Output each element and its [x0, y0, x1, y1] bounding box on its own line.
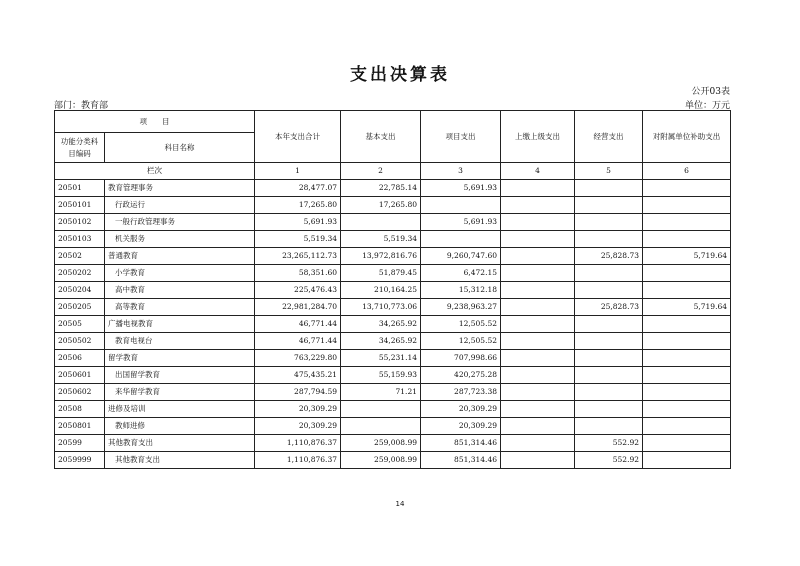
table-row — [55, 350, 731, 367]
row-value — [643, 384, 731, 401]
row-value: 259,008.99 — [341, 452, 421, 469]
row-value: 17,265.80 — [341, 197, 421, 214]
row-name: 一般行政管理事务 — [105, 214, 255, 231]
row-value — [501, 299, 575, 316]
row-value: 5,719.64 — [643, 248, 731, 265]
expenditure-table — [54, 110, 731, 469]
row-name: 行政运行 — [105, 197, 255, 214]
row-value — [501, 316, 575, 333]
row-value — [575, 265, 643, 282]
row-value — [501, 367, 575, 384]
table-row — [55, 333, 731, 350]
row-value — [501, 418, 575, 435]
row-value — [643, 316, 731, 333]
row-value — [341, 214, 421, 231]
row-code: 20502 — [55, 248, 105, 265]
row-value: 15,312.18 — [421, 282, 501, 299]
row-value — [575, 384, 643, 401]
row-value: 287,794.59 — [255, 384, 341, 401]
row-value: 225,476.43 — [255, 282, 341, 299]
row-value — [575, 418, 643, 435]
row-value: 9,238,963.27 — [421, 299, 501, 316]
table-row — [55, 316, 731, 333]
table-row — [55, 384, 731, 401]
row-value — [501, 384, 575, 401]
row-value: 55,231.14 — [341, 350, 421, 367]
row-value: 12,505.52 — [421, 316, 501, 333]
row-value — [501, 401, 575, 418]
table-row — [55, 180, 731, 197]
row-name: 教育管理事务 — [105, 180, 255, 197]
row-value: 22,785.14 — [341, 180, 421, 197]
row-value — [643, 214, 731, 231]
row-code: 2050202 — [55, 265, 105, 282]
col-num: 5 — [575, 163, 643, 180]
header-row-label: 栏次 — [55, 163, 255, 180]
row-name: 进修及培训 — [105, 401, 255, 418]
row-value — [643, 333, 731, 350]
row-code: 2050101 — [55, 197, 105, 214]
row-code: 20508 — [55, 401, 105, 418]
row-value: 707,998.66 — [421, 350, 501, 367]
row-value — [341, 418, 421, 435]
row-value: 763,229.80 — [255, 350, 341, 367]
row-value: 259,008.99 — [341, 435, 421, 452]
row-code: 2050103 — [55, 231, 105, 248]
row-value — [501, 231, 575, 248]
row-value — [643, 265, 731, 282]
row-value — [501, 452, 575, 469]
row-value: 20,309.29 — [421, 401, 501, 418]
row-value: 475,435.21 — [255, 367, 341, 384]
row-code: 2050601 — [55, 367, 105, 384]
row-value — [643, 231, 731, 248]
row-value: 13,710,773.06 — [341, 299, 421, 316]
row-value — [643, 180, 731, 197]
row-value: 5,691.93 — [255, 214, 341, 231]
row-value — [575, 350, 643, 367]
row-value: 34,265.92 — [341, 333, 421, 350]
col-num: 4 — [501, 163, 575, 180]
row-value: 20,309.29 — [255, 418, 341, 435]
row-code: 2050205 — [55, 299, 105, 316]
table-row — [55, 418, 731, 435]
col-num: 3 — [421, 163, 501, 180]
row-value: 20,309.29 — [255, 401, 341, 418]
row-value: 46,771.44 — [255, 333, 341, 350]
row-value — [643, 367, 731, 384]
department-label: 部门：教育部 — [54, 101, 109, 111]
row-value — [501, 248, 575, 265]
header-col-6: 对附属单位补助支出 — [643, 111, 731, 163]
row-value — [643, 401, 731, 418]
row-code: 2059999 — [55, 452, 105, 469]
row-value — [643, 282, 731, 299]
row-value — [501, 265, 575, 282]
row-value: 34,265.92 — [341, 316, 421, 333]
row-value: 23,265,112.73 — [255, 248, 341, 265]
row-value: 25,828.73 — [575, 248, 643, 265]
row-value: 552.92 — [575, 435, 643, 452]
header-col-5: 经营支出 — [575, 111, 643, 163]
row-code: 20501 — [55, 180, 105, 197]
header-name: 科目名称 — [105, 133, 255, 163]
row-value: 28,477.07 — [255, 180, 341, 197]
row-value: 46,771.44 — [255, 316, 341, 333]
row-name: 出国留学教育 — [105, 367, 255, 384]
row-value — [501, 214, 575, 231]
row-value — [575, 282, 643, 299]
header-project: 项 目 — [55, 111, 255, 133]
row-value: 25,828.73 — [575, 299, 643, 316]
header-col-4: 上缴上级支出 — [501, 111, 575, 163]
row-value — [575, 401, 643, 418]
row-name: 广播电视教育 — [105, 316, 255, 333]
table-row — [55, 452, 731, 469]
row-value — [575, 214, 643, 231]
row-value: 9,260,747.60 — [421, 248, 501, 265]
row-value — [421, 231, 501, 248]
row-value: 51,879.45 — [341, 265, 421, 282]
row-name: 来华留学教育 — [105, 384, 255, 401]
header-col-3: 项目支出 — [421, 111, 501, 163]
row-code: 2050204 — [55, 282, 105, 299]
row-name: 高中教育 — [105, 282, 255, 299]
row-code: 20506 — [55, 350, 105, 367]
row-value: 5,519.34 — [341, 231, 421, 248]
row-value — [341, 401, 421, 418]
table-row — [55, 299, 731, 316]
header-col-2: 基本支出 — [341, 111, 421, 163]
table-row — [55, 282, 731, 299]
row-code: 2050801 — [55, 418, 105, 435]
header-code: 功能分类科目编码 — [55, 133, 105, 163]
row-value: 1,110,876.37 — [255, 435, 341, 452]
row-value — [643, 452, 731, 469]
row-value: 5,719.64 — [643, 299, 731, 316]
row-value — [575, 367, 643, 384]
row-value: 13,972,816.76 — [341, 248, 421, 265]
row-name: 小学教育 — [105, 265, 255, 282]
row-value: 851,314.46 — [421, 452, 501, 469]
row-value: 1,110,876.37 — [255, 452, 341, 469]
row-value — [575, 316, 643, 333]
row-value: 420,275.28 — [421, 367, 501, 384]
page-number: 14 — [395, 500, 405, 508]
row-name: 机关服务 — [105, 231, 255, 248]
row-value: 5,691.93 — [421, 180, 501, 197]
row-value — [575, 231, 643, 248]
row-name: 其他教育支出 — [105, 435, 255, 452]
row-value — [421, 197, 501, 214]
row-value — [501, 435, 575, 452]
page-title: 支出决算表 — [350, 65, 450, 85]
row-value: 20,309.29 — [421, 418, 501, 435]
table-row — [55, 401, 731, 418]
row-value — [501, 333, 575, 350]
row-code: 2050502 — [55, 333, 105, 350]
row-value — [575, 197, 643, 214]
row-name: 教育电视台 — [105, 333, 255, 350]
row-code: 2050602 — [55, 384, 105, 401]
row-value — [501, 180, 575, 197]
table-row — [55, 214, 731, 231]
row-name: 高等教育 — [105, 299, 255, 316]
row-value: 5,691.93 — [421, 214, 501, 231]
row-value — [501, 282, 575, 299]
row-value: 22,981,284.70 — [255, 299, 341, 316]
row-value: 71.21 — [341, 384, 421, 401]
row-value — [643, 197, 731, 214]
row-code: 20599 — [55, 435, 105, 452]
unit-label: 单位：万元 — [684, 101, 730, 111]
row-name: 留学教育 — [105, 350, 255, 367]
row-value: 5,519.34 — [255, 231, 341, 248]
table-row — [55, 248, 731, 265]
row-value — [575, 180, 643, 197]
col-num: 6 — [643, 163, 731, 180]
row-value: 210,164.25 — [341, 282, 421, 299]
row-name: 普通教育 — [105, 248, 255, 265]
col-num: 2 — [341, 163, 421, 180]
row-value — [501, 350, 575, 367]
row-value — [643, 418, 731, 435]
form-number: 公开03表 — [691, 87, 730, 97]
row-value — [643, 350, 731, 367]
row-name: 教师进修 — [105, 418, 255, 435]
row-value: 55,159.93 — [341, 367, 421, 384]
row-value: 6,472.15 — [421, 265, 501, 282]
row-value: 12,505.52 — [421, 333, 501, 350]
row-value — [643, 435, 731, 452]
row-value: 851,314.46 — [421, 435, 501, 452]
table-row — [55, 367, 731, 384]
header-col-1: 本年支出合计 — [255, 111, 341, 163]
row-value — [575, 333, 643, 350]
row-code: 2050102 — [55, 214, 105, 231]
row-value — [501, 197, 575, 214]
row-value: 287,723.38 — [421, 384, 501, 401]
table-row — [55, 197, 731, 214]
row-value: 17,265.80 — [255, 197, 341, 214]
row-name: 其他教育支出 — [105, 452, 255, 469]
table-row — [55, 435, 731, 452]
row-value: 58,351.60 — [255, 265, 341, 282]
row-value: 552.92 — [575, 452, 643, 469]
col-num: 1 — [255, 163, 341, 180]
table-row — [55, 231, 731, 248]
row-code: 20505 — [55, 316, 105, 333]
table-row — [55, 265, 731, 282]
